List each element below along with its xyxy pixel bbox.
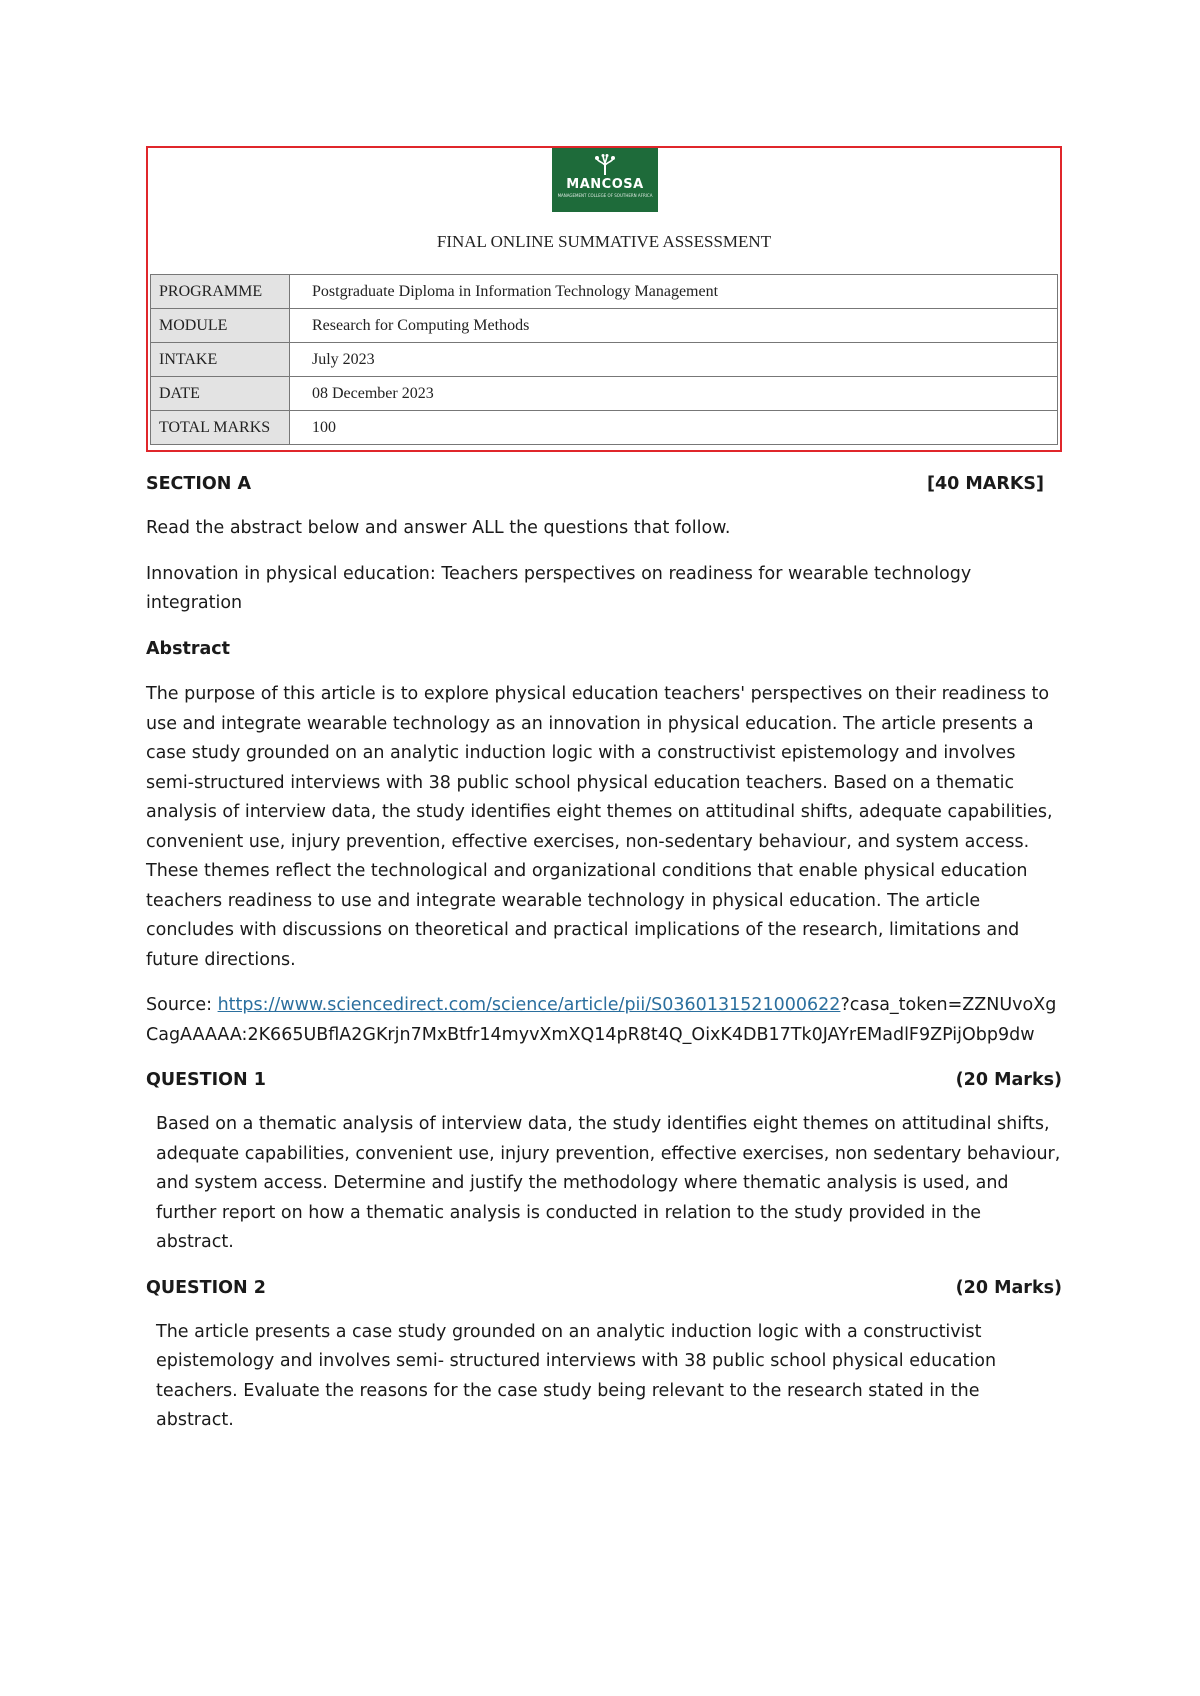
logo-text: MANCOSA [566, 177, 644, 192]
total-marks-value: 100 [290, 411, 1058, 445]
table-row [151, 275, 1058, 309]
abstract-text: The purpose of this article is to explore physical education teachers' perspectives on their readiness to use and integrate wearable technology as an innovation in physical education. The article presents a case study grounded on an analytic induction logic with a constructivist epistemology and involves semi-structured interviews with 38 public school physical education teachers. Based on a thematic analysis of interview data, the study identifies eight themes on attitudinal shifts, adequate capabilities, convenient use, injury prevention, effective exercises, non-sedentary behaviour, and system access. These themes reflect the technological and organizational conditions that enable physical education teachers readiness to use and integrate wearable technology in physical education. The article concludes with discussions on theoretical and practical implications of the research, limitations and future directions. [146, 684, 1053, 970]
source-label: Source: [146, 995, 218, 1015]
intake-value: July 2023 [290, 343, 1058, 377]
mancosa-logo [552, 148, 658, 212]
date-label: DATE [151, 377, 290, 411]
question-1-text: Based on a thematic analysis of interview data, the study identifies eight themes on attitudinal shifts, adequate capabilities, convenient use, injury prevention, effective exercises, non sedentary behaviour, and system access. Determine and justify the methodology where thematic analysis is used, and further report on how a thematic analysis is conducted in relation to the study provided in the abstract. [156, 1114, 1061, 1252]
tree-icon [590, 154, 620, 176]
abstract-heading: Abstract [146, 638, 231, 659]
table-row [151, 377, 1058, 411]
module-value: Research for Computing Methods [290, 309, 1058, 343]
section-a-heading [146, 470, 1062, 498]
assessment-title: FINAL ONLINE SUMMATIVE ASSESSMENT [436, 232, 772, 251]
programme-label: PROGRAMME [151, 275, 290, 309]
question-2-text: The article presents a case study grounded on an analytic induction logic with a constructivist epistemology and involves semi- structured interviews with 38 public school physical education teachers. Evaluate the reasons for the case study being relevant to the research stated in the abstract. [156, 1321, 997, 1430]
programme-value: Postgraduate Diploma in Information Technology Management [290, 275, 1058, 309]
section-a-marks: [40 MARKS] [926, 474, 1044, 494]
question-2-title: QUESTION 2 [146, 1277, 266, 1298]
assessment-header [146, 146, 1062, 452]
question-1-heading [146, 1066, 1062, 1094]
instruction-text: Read the abstract below and answer ALL the questions that follow. [146, 518, 731, 538]
date-value: 08 December 2023 [290, 377, 1058, 411]
question-2-heading [146, 1274, 1062, 1302]
intake-label: INTAKE [151, 343, 290, 377]
question-1-title: QUESTION 1 [146, 1070, 266, 1090]
table-row [151, 309, 1058, 343]
logo-tagline: MANAGEMENT COLLEGE OF SOUTHERN AFRICA [557, 193, 653, 198]
source-citation [146, 991, 1062, 1050]
section-a-title: SECTION A [146, 474, 252, 494]
table-row [151, 411, 1058, 445]
question-2-marks: (20 Marks) [955, 1277, 1062, 1298]
source-token: ?casa_token=ZZNUvoXgCagAAAAA:2K665UBflA2GKrjn7MxBtfr14myvXmXQ14pR8t4Q_OixK4DB17Tk0JAYrEMadlF9ZPijObp9dw [146, 995, 1057, 1045]
article-title: Innovation in physical education: Teachers perspectives on readiness for wearable technology integration [146, 563, 972, 613]
module-label: MODULE [151, 309, 290, 343]
assessment-page [146, 146, 1062, 1436]
source-link[interactable]: https://www.sciencedirect.com/science/article/pii/S0360131521000622 [217, 995, 841, 1015]
assessment-info-table [150, 274, 1058, 445]
table-row [151, 343, 1058, 377]
total-marks-label: TOTAL MARKS [151, 411, 290, 445]
question-1-marks: (20 Marks) [955, 1070, 1062, 1090]
